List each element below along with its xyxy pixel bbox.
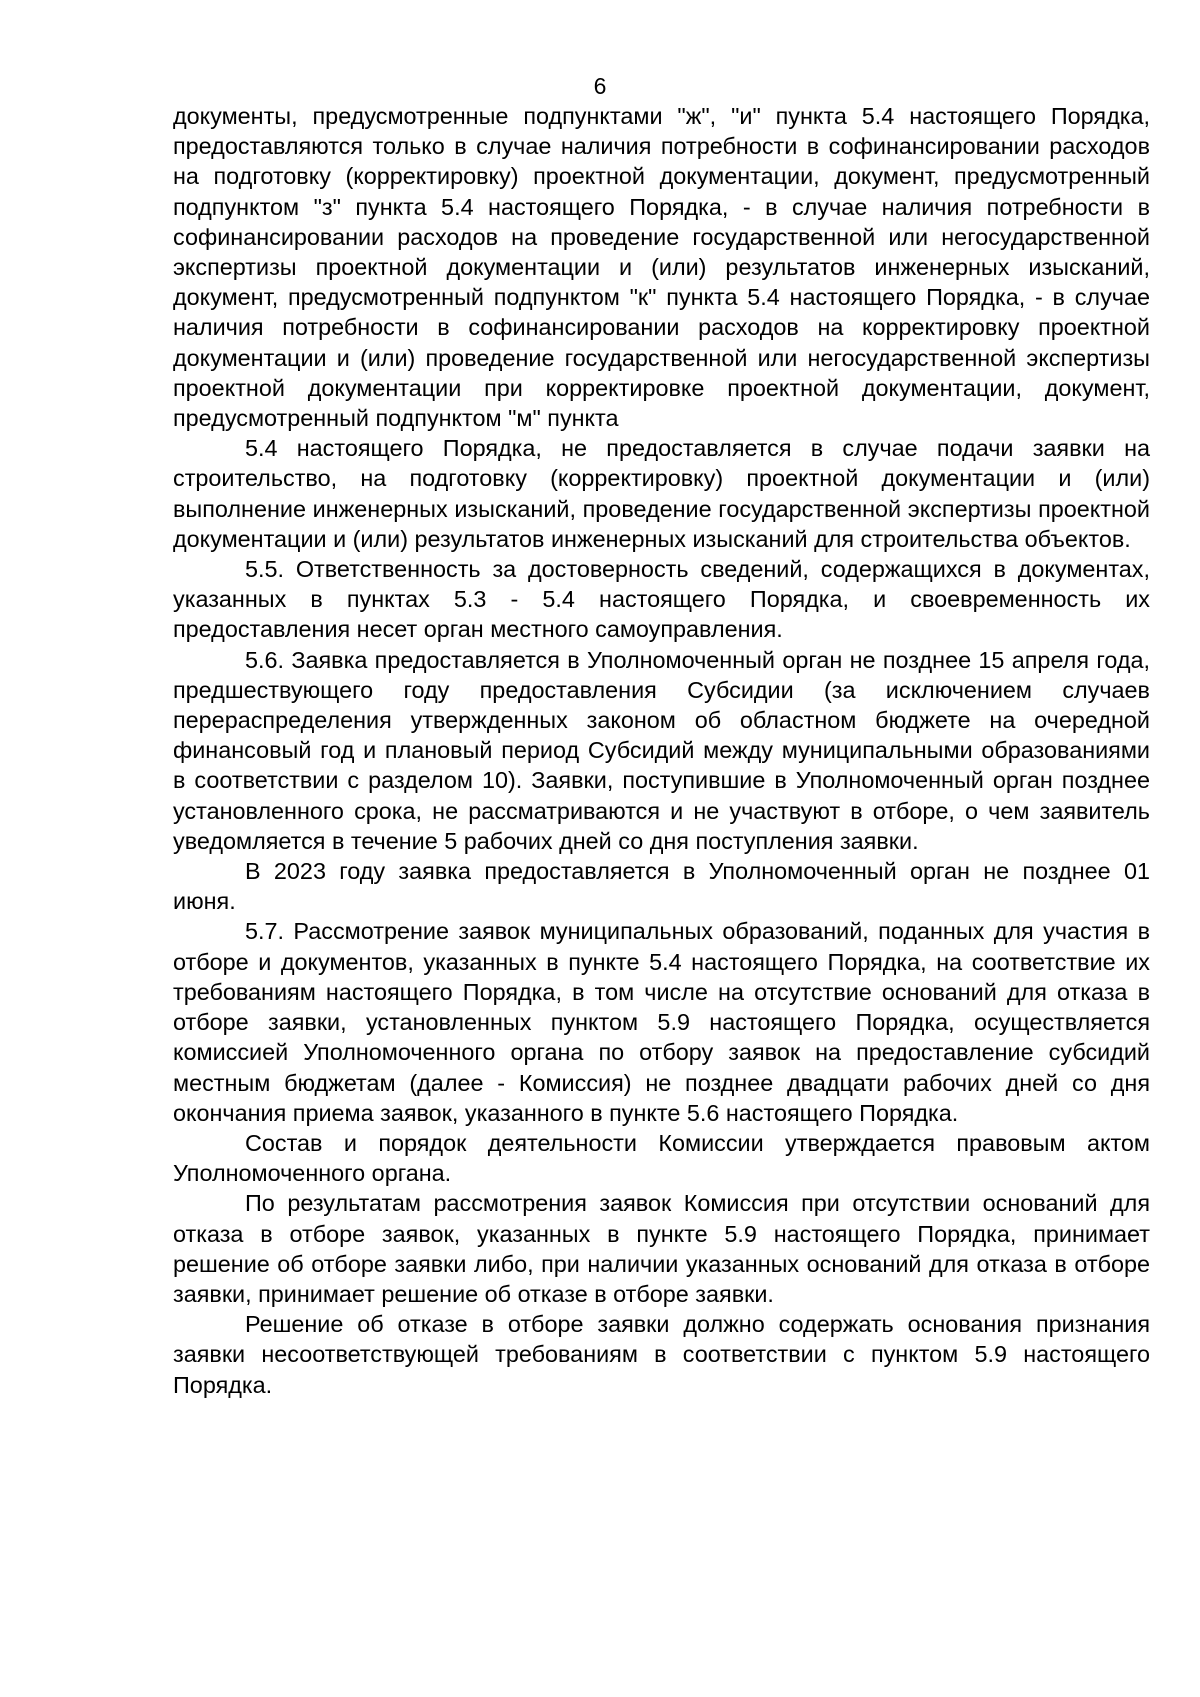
paragraph-5-6: 5.6. Заявка предоставляется в Уполномоченный орган не позднее 15 апреля года, предшествующего году предоставления Субсидии (за исключением случаев перераспределения утвержденных законом об областном бюджете на очередной финансовый год и плановый период Субсидий между муниципальными образованиями в соответствии с разделом 10). Заявки, поступившие в Уполномоченный орган позднее установленного срока, не рассматриваются и не участвуют в отборе, о чем заявитель уведомляется в течение 5 рабочих дней со дня поступления заявки. bbox=[173, 646, 1150, 854]
paragraph-commission-composition: Состав и порядок деятельности Комиссии утверждается правовым актом Уполномоченного органа. bbox=[173, 1129, 1150, 1187]
paragraph-2023-deadline: В 2023 году заявка предоставляется в Уполномоченный орган не позднее 01 июня. bbox=[173, 858, 1150, 915]
page-number: 6 bbox=[593, 73, 607, 99]
document-body bbox=[173, 101, 1150, 1400]
paragraph-5-4-tail: 5.4 настоящего Порядка, не предоставляется в случае подачи заявки на строительство, на подготовку (корректировку) проектной документации и (или) выполнение инженерных изысканий, проведение государственной экспертизы проектной документации и (или) результатов инженерных изысканий для строительства объектов. bbox=[173, 435, 1150, 552]
paragraph-continuation: документы, предусмотренные подпунктами "ж", "и" пункта 5.4 настоящего Порядка, предоставляются только в случае наличия потребности в софинансировании расходов на подготовку (корректировку) проектной документации, документ, предусмотренный подпунктом "з" пункта 5.4 настоящего Порядка, - в случае наличия потребности в софинансировании расходов на проведение государственной или негосударственной экспертизы проектной документации и (или) результатов инженерных изысканий, документ, предусмотренный подпунктом "к" пункта 5.4 настоящего Порядка, - в случае наличия потребности в софинансировании расходов на корректировку проектной документации и (или) проведение государственной или негосударственной экспертизы проектной документации при корректировке проектной документации, документ, предусмотренный подпунктом "м" пункта bbox=[173, 103, 1150, 432]
paragraph-5-5: 5.5. Ответственность за достоверность сведений, содержащихся в документах, указанных в пунктах 5.3 - 5.4 настоящего Порядка, и своевременность их предоставления несет орган местного самоуправления. bbox=[173, 556, 1150, 643]
paragraph-5-7: 5.7. Рассмотрение заявок муниципальных образований, поданных для участия в отборе и документов, указанных в пункте 5.4 настоящего Порядка, на соответствие их требованиям настоящего Порядка, в том числе на отсутствие оснований для отказа в отборе заявки, установленных пунктом 5.9 настоящего Порядка, осуществляется комиссией Уполномоченного органа по отбору заявок на предоставление субсидий местным бюджетам (далее - Комиссия) не позднее двадцати рабочих дней со дня окончания приема заявок, указанного в пункте 5.6 настоящего Порядка. bbox=[173, 918, 1150, 1126]
paragraph-refusal-decision: Решение об отказе в отборе заявки должно содержать основания признания заявки несоответствующей требованиям в соответствии с пунктом 5.9 настоящего Порядка. bbox=[173, 1311, 1150, 1398]
paragraph-review-results: По результатам рассмотрения заявок Комиссия при отсутствии оснований для отказа в отборе заявок, указанных в пункте 5.9 настоящего Порядка, принимает решение об отборе заявки либо, при наличии указанных оснований для отказа в отборе заявки, принимает решение об отказе в отборе заявки. bbox=[173, 1190, 1150, 1307]
